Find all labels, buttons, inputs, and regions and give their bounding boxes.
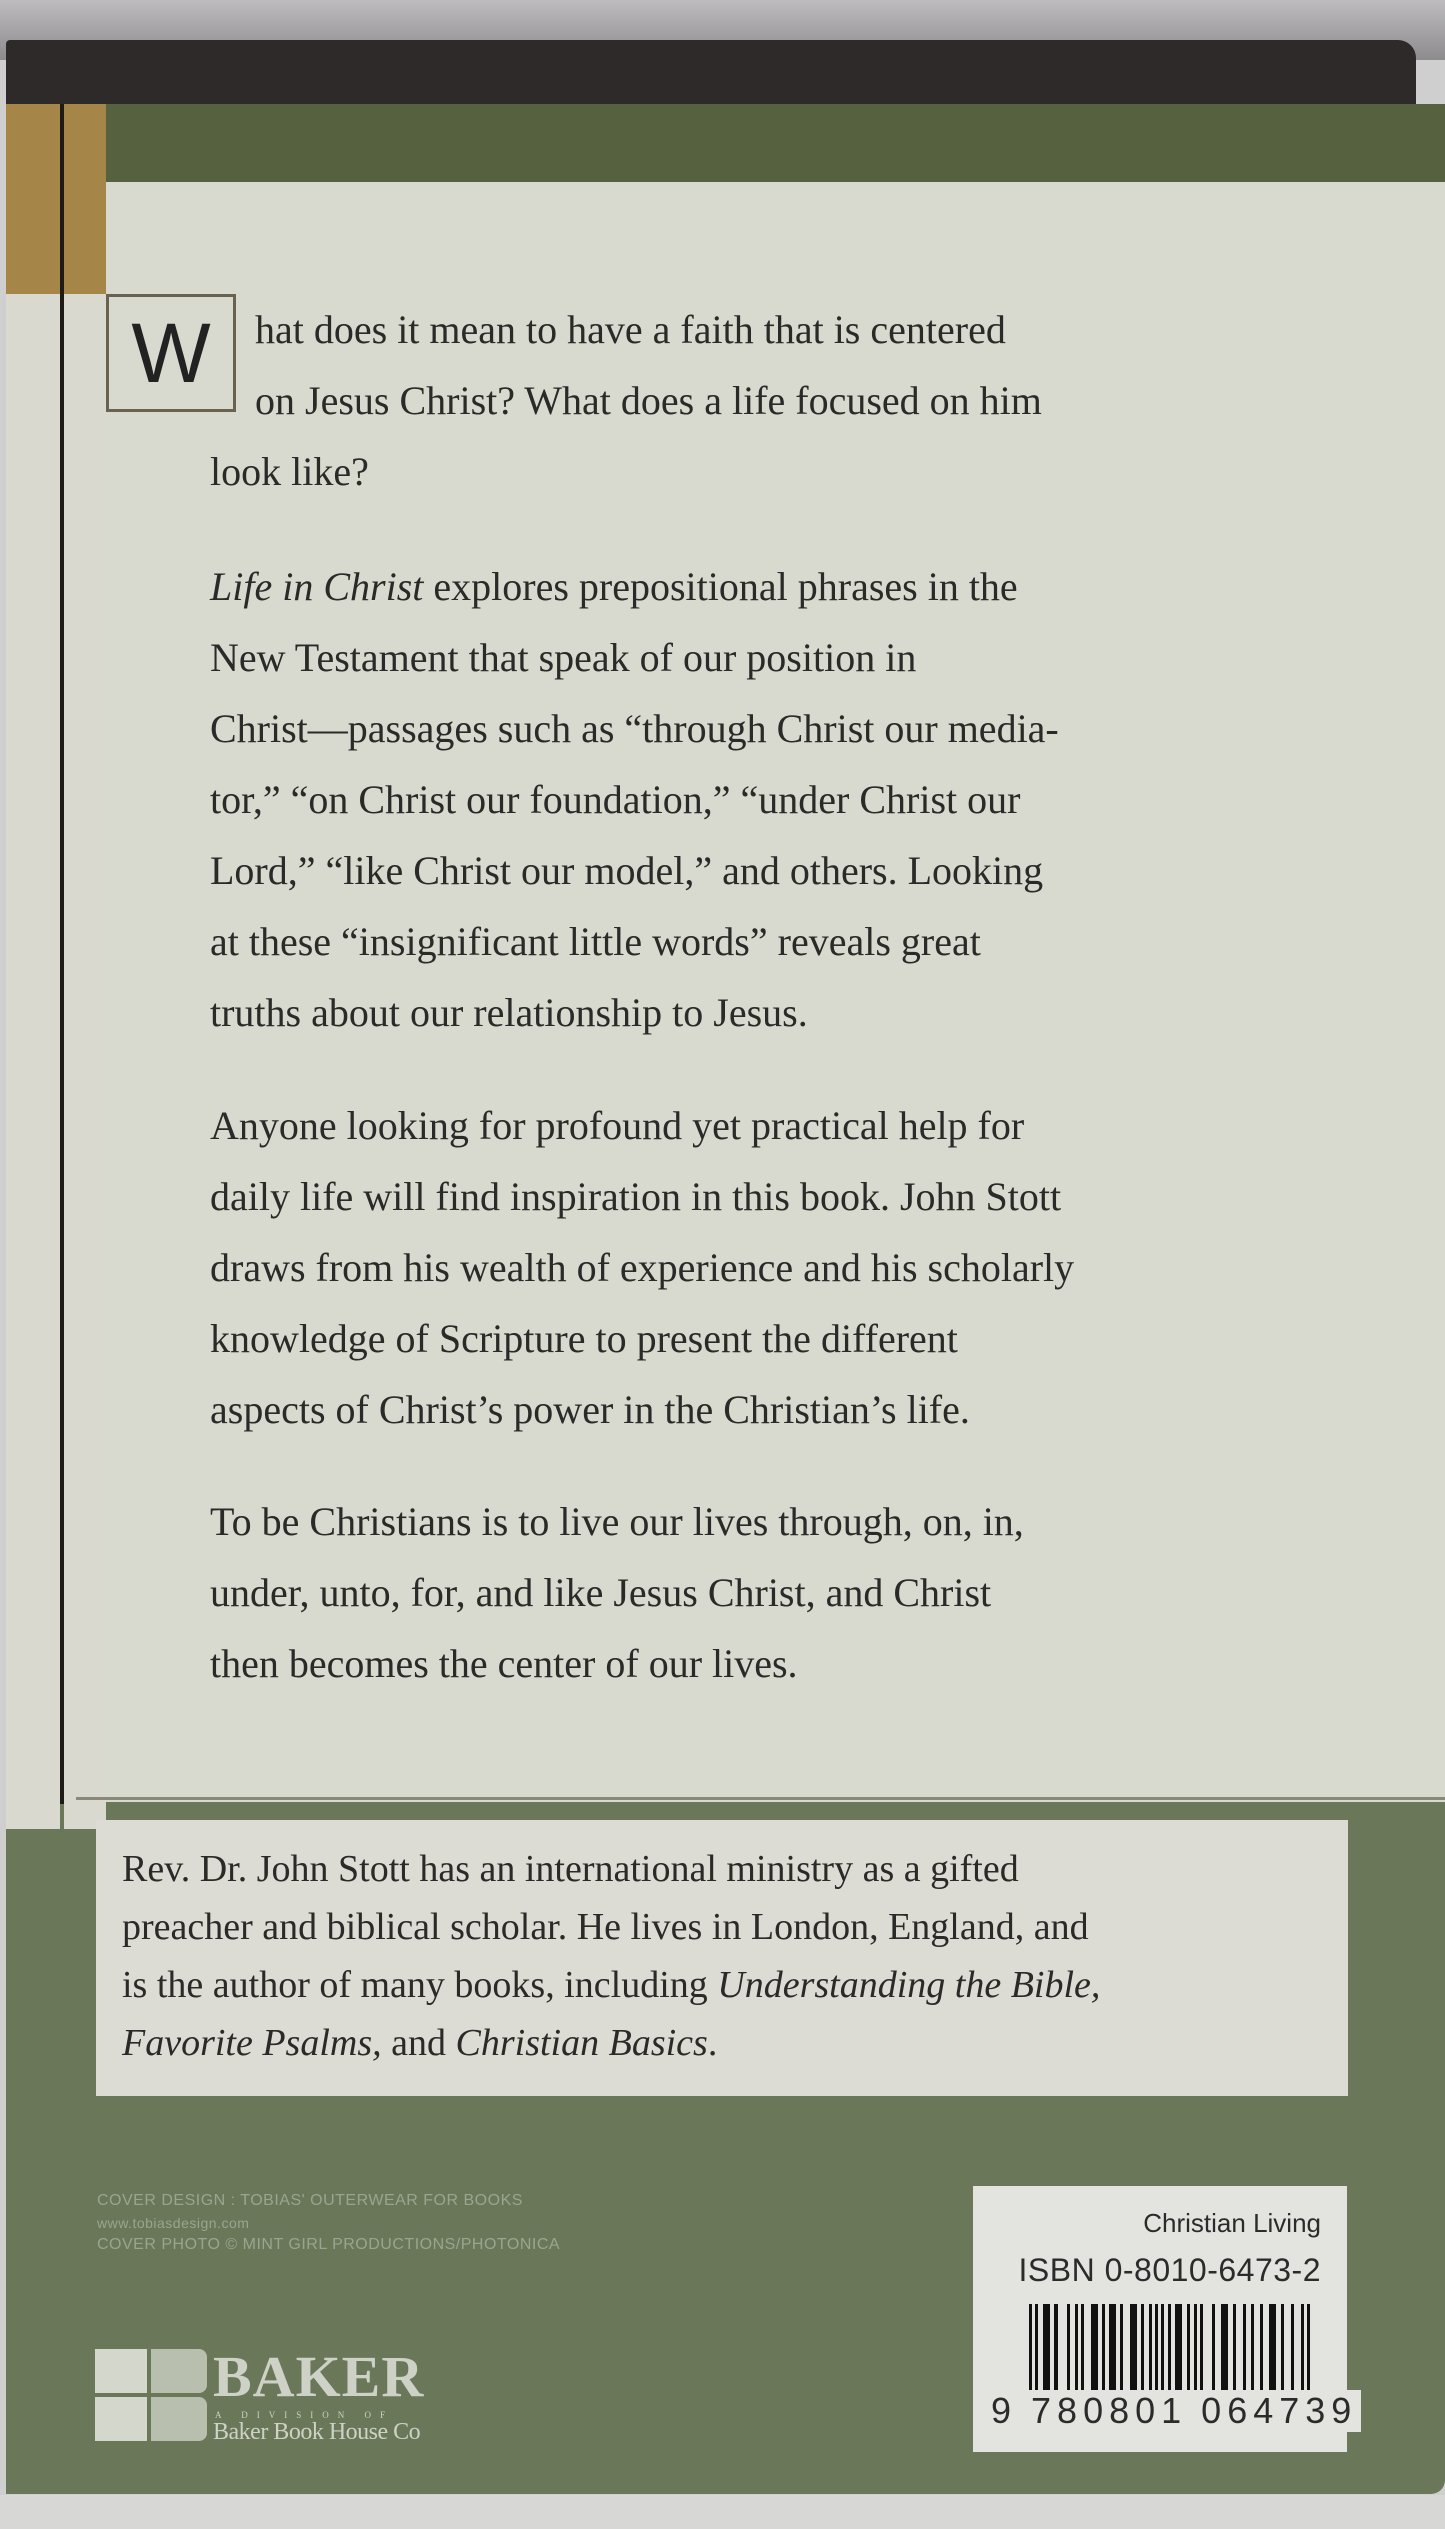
text-line: on Jesus Christ? What does a life focused on him: [255, 378, 1042, 423]
description-paragraph-1: [210, 294, 1315, 507]
cover-photo-credit: COVER PHOTO © MINT GIRL PRODUCTIONS/PHOTONICA: [97, 2236, 561, 2253]
text-line: knowledge of Scripture to present the different: [210, 1316, 958, 1361]
text-line: Christ—passages such as “through Christ our media-: [210, 706, 1059, 751]
publisher-division-label: A DIVISION OF: [215, 2410, 395, 2420]
ean-number: 9 780801 064739: [987, 2390, 1361, 2432]
bio-line: preacher and biblical scholar. He lives in London, England, and: [122, 1906, 1089, 1948]
text-line: New Testament that speak of our position in: [210, 635, 917, 680]
isbn-number: ISBN 0-8010-6473-2: [1018, 2252, 1321, 2288]
bio-line: Favorite Psalms, and Christian Basics.: [122, 2022, 718, 2064]
text-line: Life in Christ explores prepositional phrases in the: [210, 564, 1018, 609]
cover-design-credit: COVER DESIGN : TOBIAS' OUTERWEAR FOR BOOKS: [97, 2192, 523, 2209]
baker-book-icon: [95, 2347, 210, 2443]
publisher-parent: Baker Book House Co: [213, 2419, 421, 2445]
description-paragraph-4: [210, 1486, 1270, 1699]
text-line: draws from his wealth of experience and his scholarly: [210, 1245, 1075, 1290]
text-line: aspects of Christ’s power in the Christian’s life.: [210, 1387, 970, 1432]
left-margin-strip-inner: [64, 294, 106, 1829]
book-top-edge: [6, 40, 1416, 110]
description-paragraph-2: [210, 551, 1270, 1048]
text-line: then becomes the center of our lives.: [210, 1641, 798, 1686]
designer-website: www.tobiasdesign.com: [97, 2215, 250, 2231]
top-green-band: [106, 104, 1445, 182]
publisher-logo: [95, 2344, 455, 2447]
photo-background-bottom: [0, 2495, 1445, 2529]
bio-line: is the author of many books, including Understanding the Bible,: [122, 1964, 1101, 2006]
panel-divider-rule: [76, 1797, 1445, 1800]
text-line: at these “insignificant little words” reveals great: [210, 919, 981, 964]
book-title: Favorite Psalms,: [122, 2022, 382, 2064]
text-line: Anyone looking for profound yet practical help for: [210, 1103, 1025, 1148]
author-bio-box: [96, 1820, 1348, 2096]
book-category: Christian Living: [1143, 2208, 1321, 2238]
left-margin-strip: [6, 294, 60, 1829]
drop-cap: W: [106, 294, 236, 412]
text-line: under, unto, for, and like Jesus Christ, and Christ: [210, 1570, 992, 1615]
publisher-name: BAKER: [213, 2344, 425, 2409]
tan-accent-block: [6, 104, 106, 294]
book-title: Understanding the Bible,: [717, 1964, 1101, 2006]
text-line: To be Christians is to live our lives through, on, in,: [210, 1499, 1024, 1544]
text-line: tor,” “on Christ our foundation,” “under Christ our: [210, 777, 1021, 822]
vertical-rule: [60, 104, 64, 1804]
book-title: Life in Christ: [210, 564, 424, 609]
cover-credits: [97, 2190, 560, 2256]
text-line: look like?: [210, 449, 369, 494]
description-paragraph-3: [210, 1090, 1270, 1445]
text-line: daily life will find inspiration in this book. John Stott: [210, 1174, 1062, 1219]
barcode-label: [973, 2186, 1358, 2452]
text-line: hat does it mean to have a faith that is centered: [255, 307, 1006, 352]
bio-line: Rev. Dr. John Stott has an international ministry as a gifted: [122, 1848, 1019, 1890]
text-line: truths about our relationship to Jesus.: [210, 990, 808, 1035]
book-title: Christian Basics: [455, 2022, 708, 2064]
text-line: Lord,” “like Christ our model,” and others. Looking: [210, 848, 1044, 893]
